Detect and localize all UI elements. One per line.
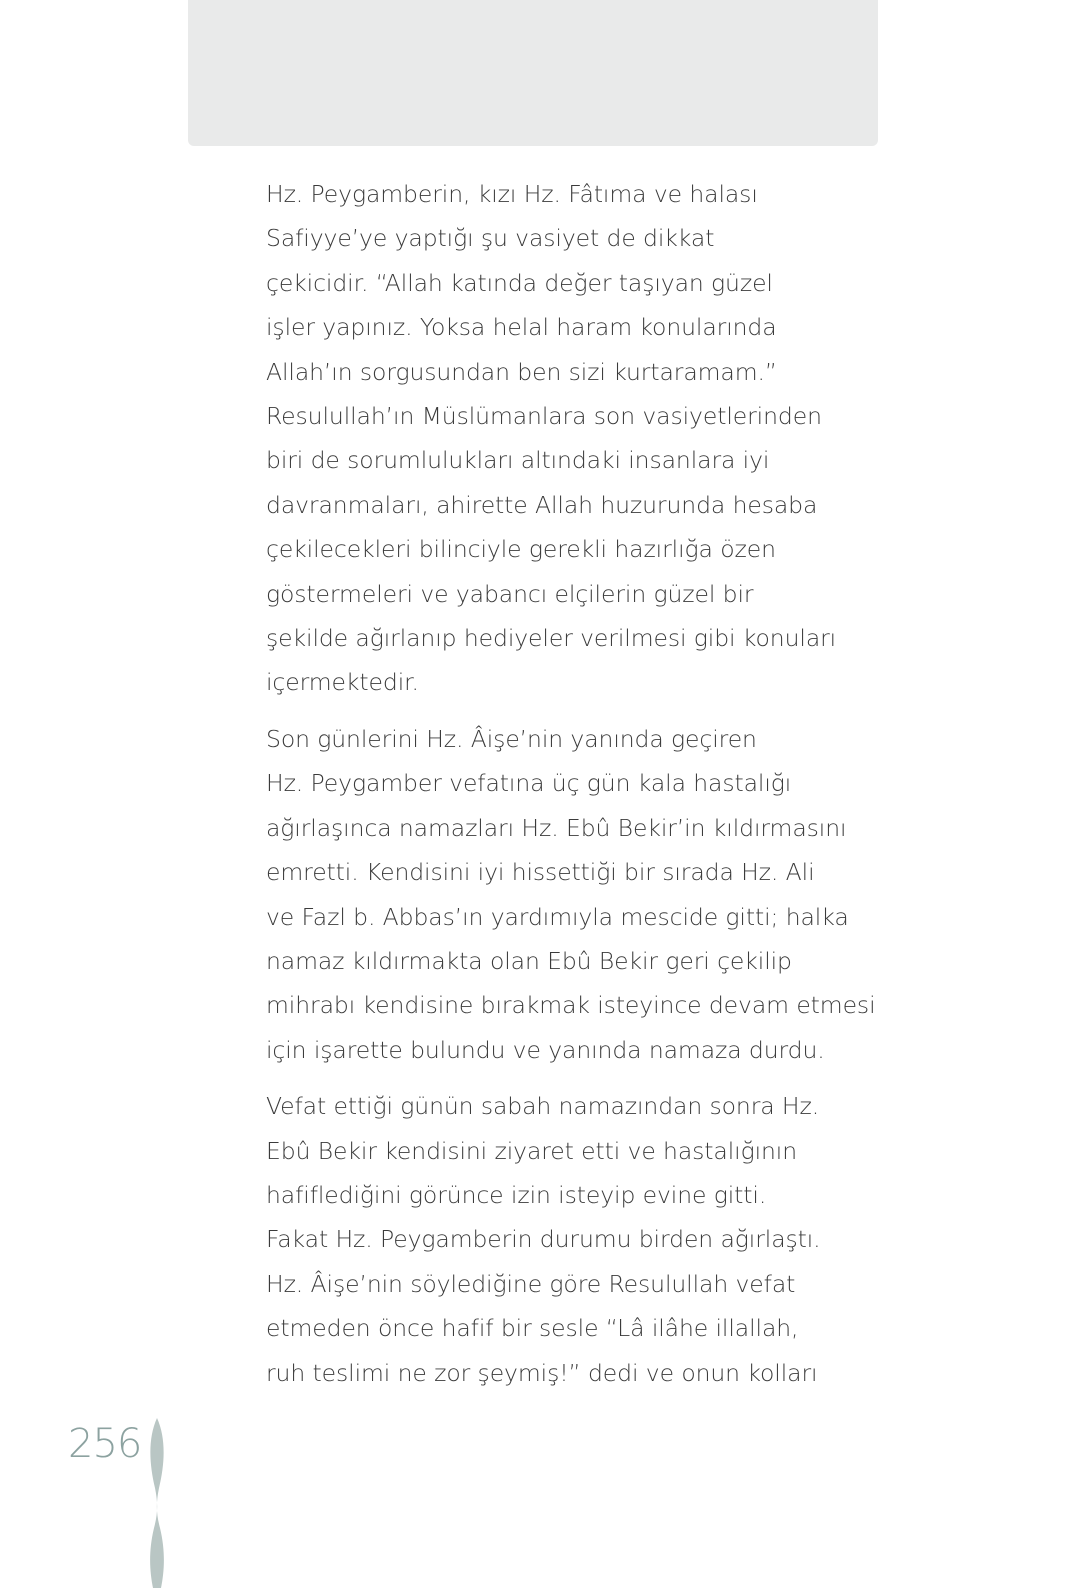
page-ornament-icon xyxy=(144,1418,170,1588)
text-line: ve Fazl b. Abbas’ın yardımıyla mescide gitti; halka xyxy=(266,902,849,931)
paragraph-3 xyxy=(266,1084,826,1395)
text-line: çekilecekleri bilinciyle gerekli hazırlığa özen xyxy=(266,535,776,564)
text-line: Resulullah’ın Müslümanlara son vasiyetlerinden xyxy=(266,402,822,431)
text-line: için işarette bulundu ve yanında namaza durdu. xyxy=(266,1035,825,1064)
text-line: göstermeleri ve yabancı elçilerin güzel bir xyxy=(266,579,754,608)
text-line: namaz kıldırmakta olan Ebû Bekir geri çekilip xyxy=(266,946,792,975)
text-line: etmeden önce hafif bir sesle “Lâ ilâhe illallah, xyxy=(266,1314,799,1343)
text-line: Son günlerini Hz. Âişe’nin yanında geçiren xyxy=(266,724,757,753)
text-line: Hz. Âişe’nin söylediğine göre Resulullah vefat xyxy=(266,1269,796,1298)
text-line: davranmaları, ahirette Allah huzurunda hesaba xyxy=(266,490,818,519)
ornament-shape xyxy=(150,1418,164,1588)
text-line: Hz. Peygamber vefatına üç gün kala hastalığı xyxy=(266,769,792,798)
text-line: Vefat ettiği günün sabah namazından sonra Hz. xyxy=(266,1092,820,1121)
text-line: Allah’ın sorgusundan ben sizi kurtaramam.” xyxy=(266,357,777,386)
body-text xyxy=(266,172,876,1407)
text-line: içermektedir. xyxy=(266,668,419,697)
text-line: Fakat Hz. Peygamberin durumu birden ağırlaştı. xyxy=(266,1225,821,1254)
paragraph-2 xyxy=(266,717,876,1072)
paragraph-1 xyxy=(266,172,837,705)
text-line: çekicidir. “Allah katında değer taşıyan güzel xyxy=(266,268,773,297)
text-line: şekilde ağırlanıp hediyeler verilmesi gibi konuları xyxy=(266,624,837,653)
text-line: Hz. Peygamberin, kızı Hz. Fâtıma ve halası xyxy=(266,180,758,208)
text-line: Safiyye’ye yaptığı şu vasiyet de dikkat xyxy=(266,224,715,253)
header-panel xyxy=(188,0,878,146)
text-line: ağırlaşınca namazları Hz. Ebû Bekir’in kıldırmasını xyxy=(266,813,847,842)
text-line: biri de sorumlulukları altındaki insanlara iyi xyxy=(266,446,770,475)
page-number: 256 xyxy=(68,1421,142,1467)
text-line: emretti. Kendisini iyi hissettiği bir sırada Hz. Ali xyxy=(266,858,815,887)
text-line: hafiflediğini görünce izin isteyip evine gitti. xyxy=(266,1180,767,1209)
text-line: Ebû Bekir kendisini ziyaret etti ve hastalığının xyxy=(266,1136,798,1165)
text-line: mihrabı kendisine bırakmak isteyince devam etmesi xyxy=(266,991,876,1020)
text-line: işler yapınız. Yoksa helal haram konularında xyxy=(266,313,777,342)
text-line: ruh teslimi ne zor şeymiş!” dedi ve onun kolları xyxy=(266,1358,818,1387)
